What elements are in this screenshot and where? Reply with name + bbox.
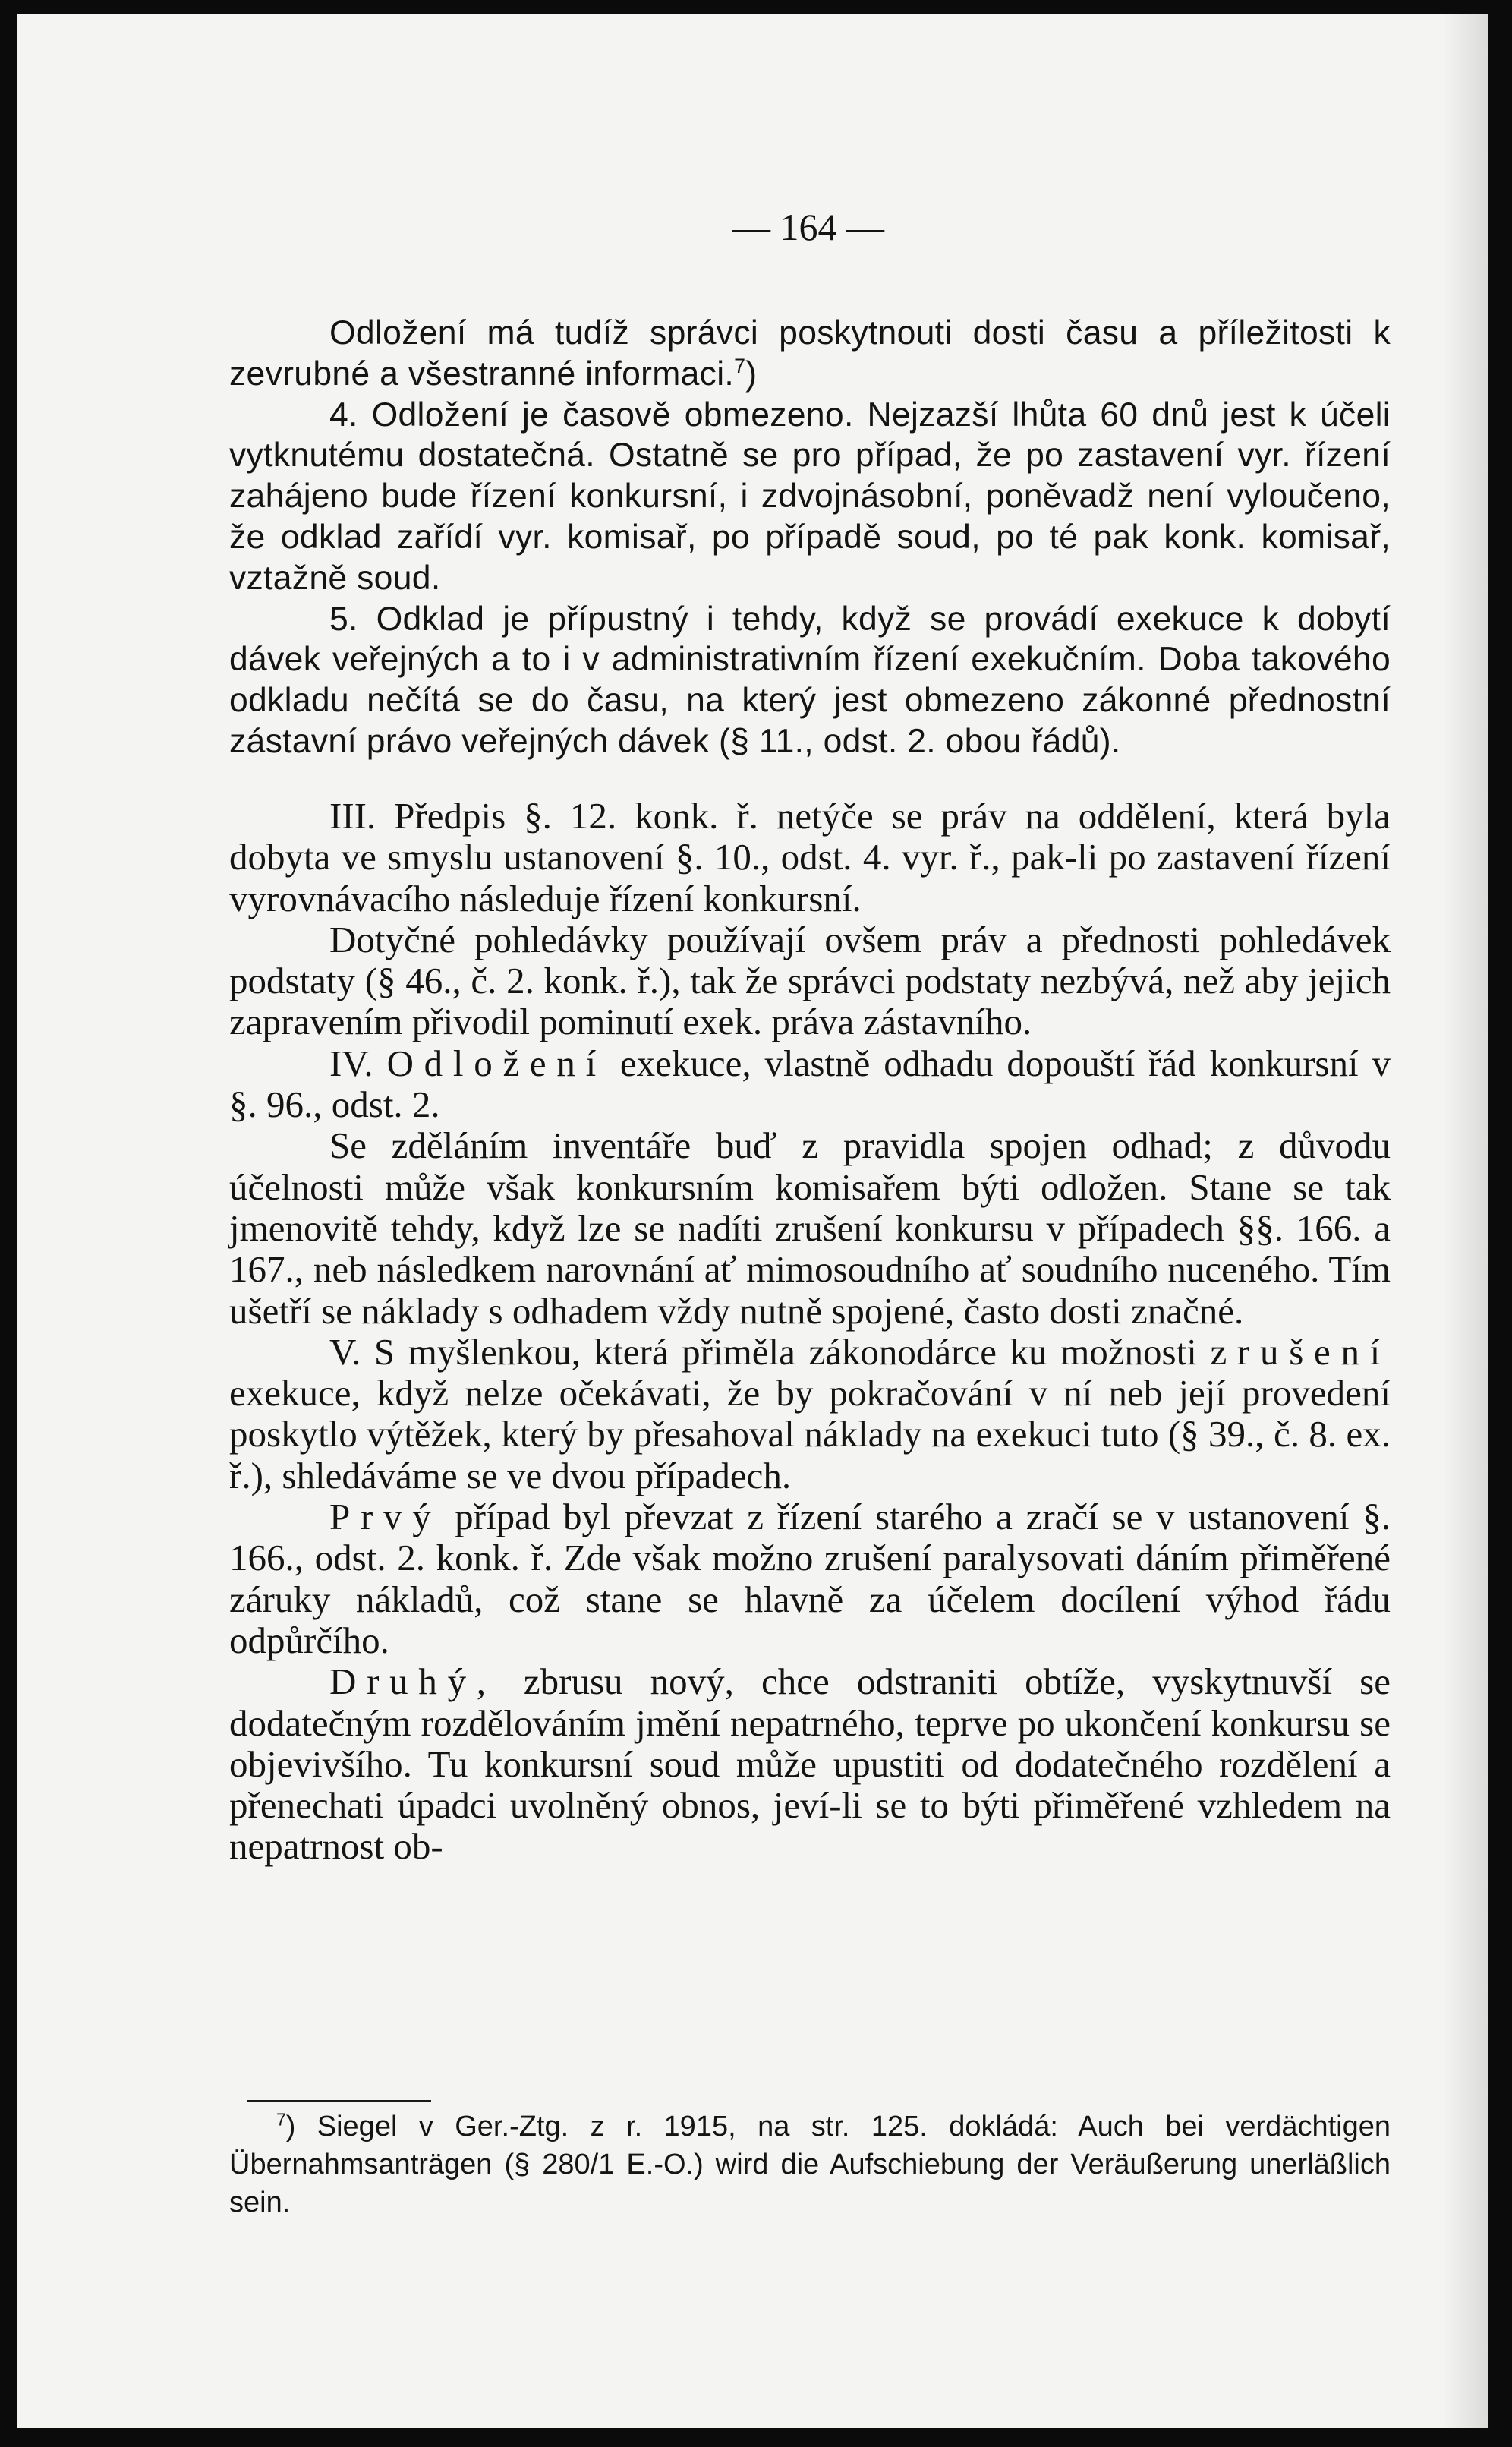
paragraph-point-5: 5. Odklad je přípustný i tehdy, když se provádí exekuce k dobytí dávek veřejných a to i v administrativním řízení exekučním. Doba takového odkladu nečítá se do času, na který jest obmezeno zákonné přednostní zástavní právo veřejných dávek (§ 11., odst. 2. obou řádů). [229, 600, 1391, 760]
paragraph-text: exekuce, vlastně odhadu dopouští řád konkursní v §. 96., odst. 2. [229, 1042, 1391, 1126]
spaced-term: zrušení [1210, 1330, 1391, 1373]
paragraph-dotycne: Dotyčné pohledávky používají ovšem práv a přednosti pohledávek podstaty (§ 46., č. 2. konk. ř.), tak že správci podstaty nezbývá, než aby jejich zapravením přivodil pominutí exek. práva zástavního. [229, 918, 1391, 1043]
paragraph-text: případ byl převzat z řízení starého a zračí se v ustanovení §. 166., odst. 2. konk. ř. Zde však možno zrušení paralysovati dáním přiměřené záruky nákladů, což stane se hlavně za účelem docílení výhod řádu odpůrčího. [229, 1496, 1391, 1661]
footnote-body: ) Siegel v Ger.-Ztg. z r. 1915, na str. 125. dokládá: Auch bei verdächtigen Übernahmsanträgen (§ 280/1 E.-O.) wird die Aufschiebung der Veräußerung unerläßlich sein. [229, 2111, 1391, 2218]
paragraph-text: V. S myšlenkou, která přiměla zákonodárce ku možnosti [329, 1330, 1197, 1373]
paragraph-odlozeni [229, 313, 1391, 395]
main-text-block [229, 796, 1391, 1868]
paragraph-section-iii: III. Předpis §. 12. konk. ř. netýče se práv na oddělení, která byla dobyta ve smyslu ustanovení §. 10., odst. 4. vyr. ř., pak-li po zastavení řízení vyrovnávacího následuje řízení konkursní. [229, 795, 1391, 919]
footnote [229, 2108, 1391, 2222]
paragraph-section-iv [229, 1043, 1391, 1126]
footnote-reference: 7 [734, 354, 746, 377]
paragraph-text: Odložení má tudíž správci poskytnouti dosti času a příležitosti k zevrubné a všestranné informaci. [229, 314, 1391, 393]
section-number: IV. [329, 1042, 373, 1084]
spaced-term: Druhý, [329, 1660, 496, 1703]
spaced-term: Odložení [386, 1042, 606, 1084]
paragraph-section-v [229, 1332, 1391, 1496]
footnote-reference-paren: ) [745, 355, 758, 393]
footnote-divider [247, 2100, 431, 2102]
footnote-mark: 7 [276, 2109, 286, 2130]
paragraph-text: exekuce, když nelze očekávati, že by pokračování v ní neb její provedení poskytlo výtěžek, který by přesahoval náklady na exekuci tuto (§ 39., č. 8. ex. ř.), shledáváme se ve dvou případech. [229, 1372, 1391, 1496]
footnote-text [229, 2108, 1391, 2222]
paragraph-prvy [229, 1496, 1391, 1661]
paragraph-inventar: Se zděláním inventáře buď z pravidla spojen odhad; z důvodu účelnosti může však konkursním komisařem býti odložen. Stane se tak jmenovitě tehdy, když lze se nadíti zrušení konkursu v případech §§. 166. a 167., neb následkem narovnání ať mimosoudního ať soudního nuceného. Tím ušetří se náklady s odhadem vždy nutně spojené, často dosti značné. [229, 1124, 1391, 1332]
paragraph-text: zbrusu nový, chce odstraniti obtíže, vyskytnuvší se dodatečným rozdělováním jmění nepatrného, teprve po ukončení konkursu se objevivšího. Tu konkursní soud může upustiti od dodatečného rozdělení a přenechati úpadci uvolněný obnos, jeví-li se to býti přiměřené vzhledem na nepatrnost ob- [229, 1660, 1391, 1868]
upper-text-block [229, 313, 1391, 762]
page-number: — 164 — [732, 206, 884, 248]
paragraph-druhy [229, 1661, 1391, 1867]
spaced-term: Prvý [329, 1496, 442, 1538]
paragraph-point-4: 4. Odložení je časově obmezeno. Nejzazší lhůta 60 dnů jest k účeli vytknutému dostatečná. Ostatně se pro případ, že po zastavení vyr. řízení zahájeno bude řízení konkursní, i zdvojnásobní, poněvadž není vyloučeno, že odklad zařídí vyr. komisař, po případě soud, po té pak konk. komisař, vztažně soud. [229, 396, 1391, 597]
